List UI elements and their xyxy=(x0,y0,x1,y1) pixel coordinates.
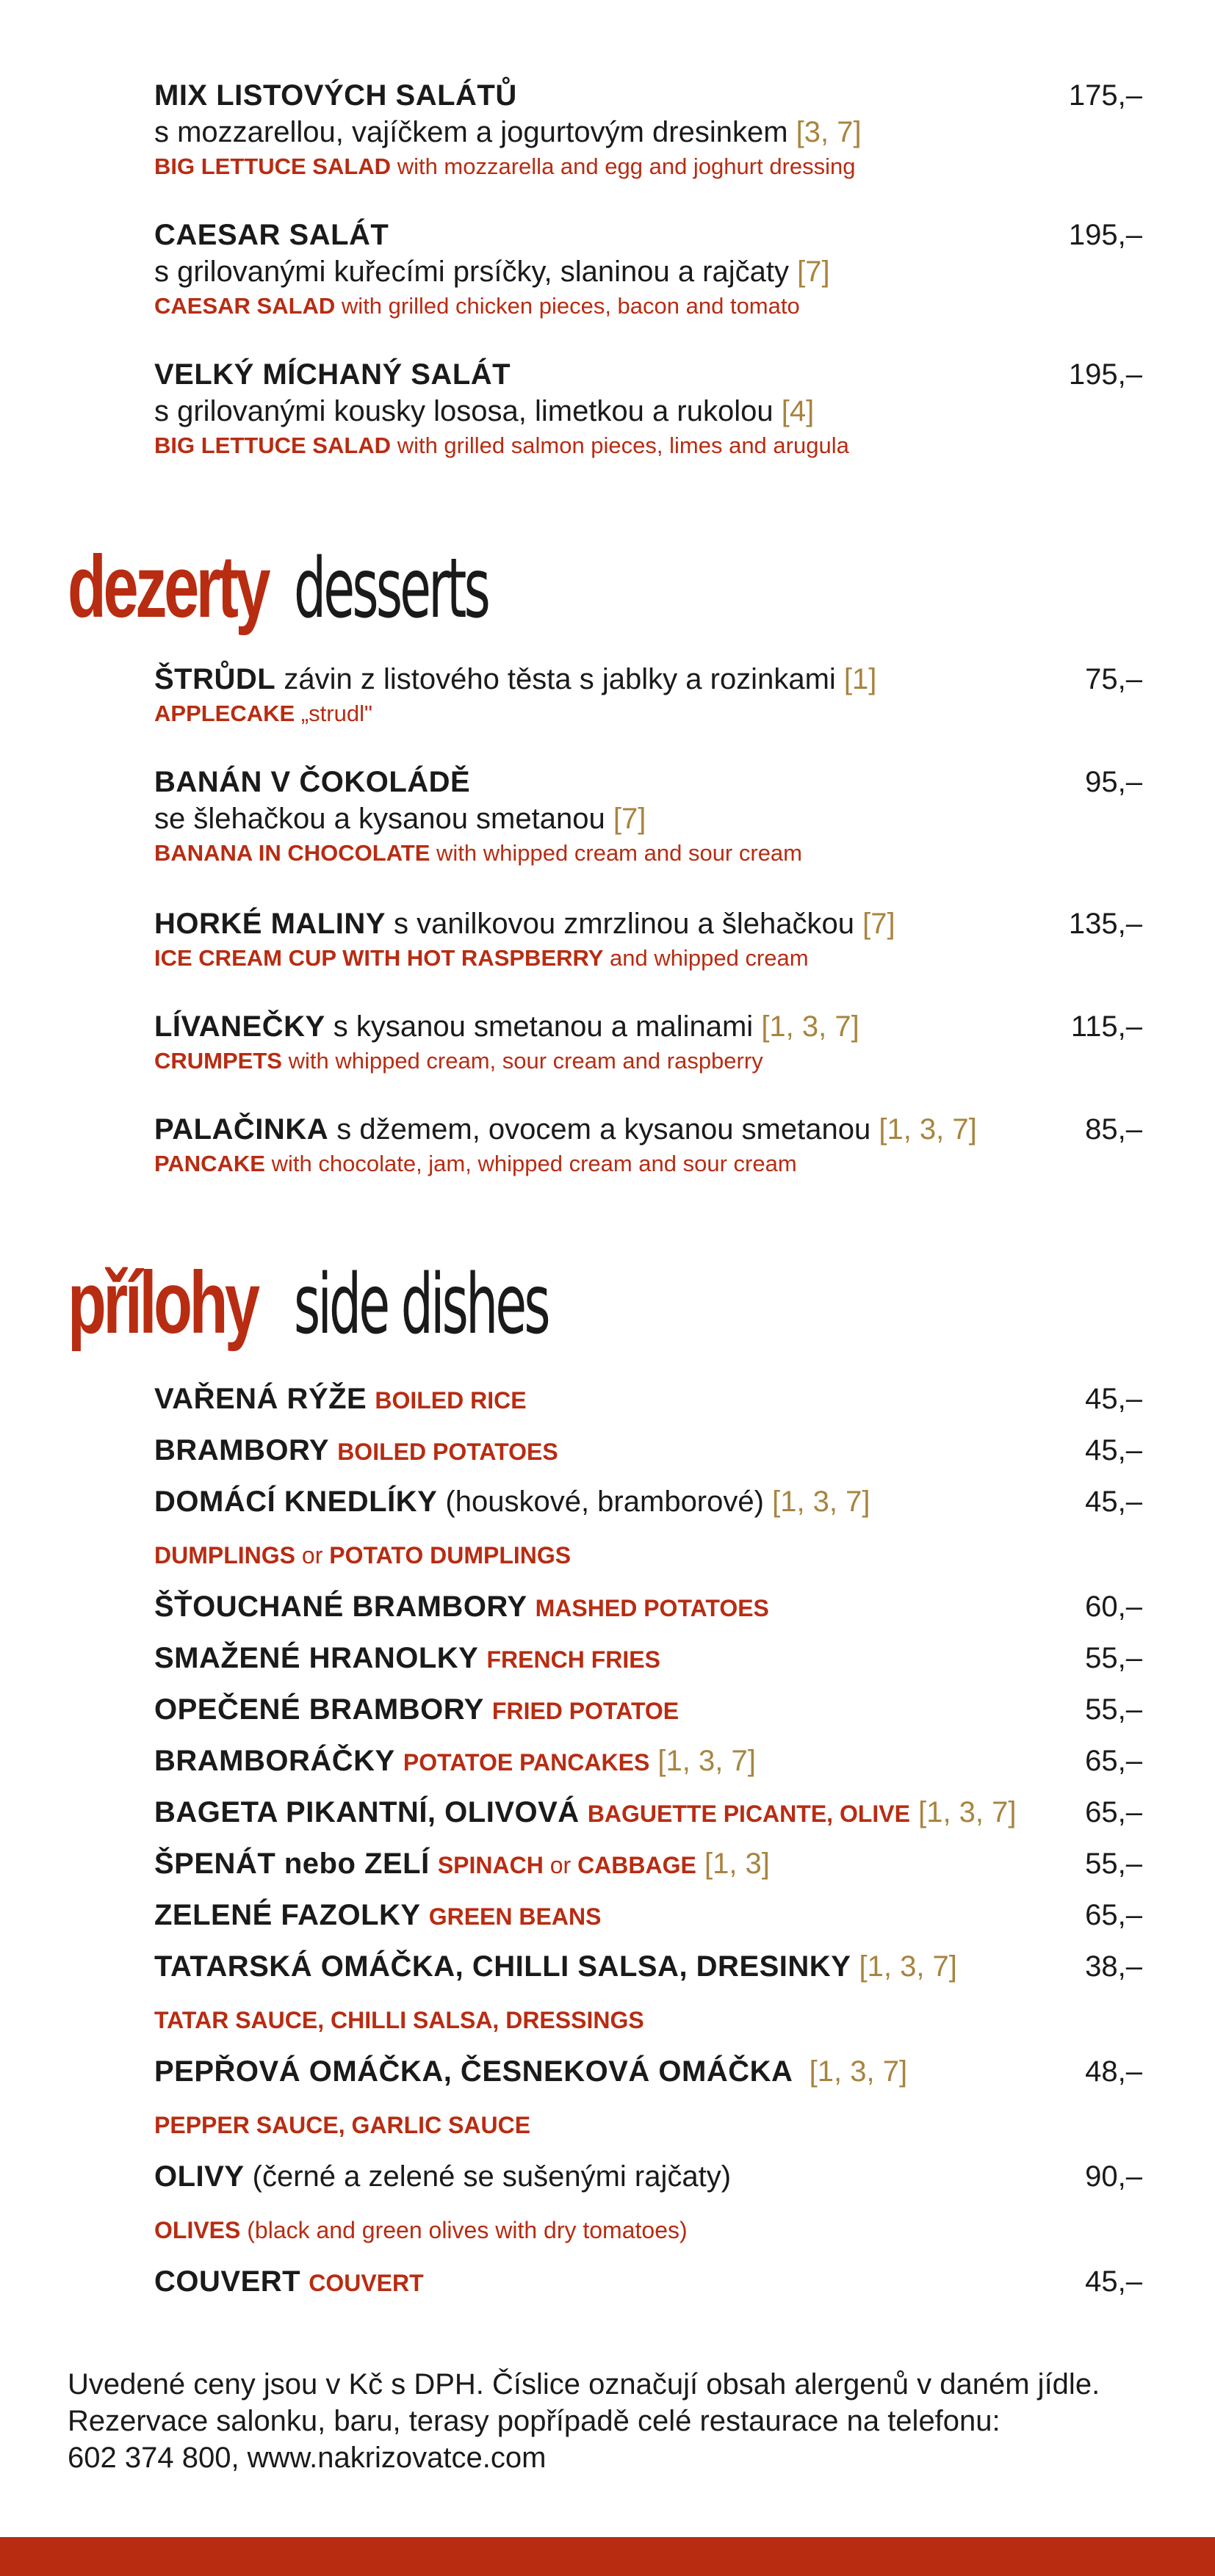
item-allergens: [1, 3] xyxy=(704,1848,770,1880)
section-heading-desserts xyxy=(68,536,607,646)
item-en-name: BIG LETTUCE SALAD xyxy=(154,433,392,458)
side-item-mashed xyxy=(154,1588,1142,1627)
item-allergens: [7] xyxy=(613,803,646,835)
item-en-name: BANANA IN CHOCOLATE xyxy=(154,840,430,866)
item-desc: závin z listového těsta s jablky a rozinkami xyxy=(284,663,836,695)
item-allergens: [1, 3, 7] xyxy=(761,1010,859,1043)
item-price: 55,– xyxy=(1085,1848,1142,1880)
menu-item-salad-mix xyxy=(154,77,1142,183)
menu-item-raspberry xyxy=(154,905,1142,974)
item-desc: se šlehačkou a kysanou smetanou xyxy=(154,803,605,835)
side-item-olives-en xyxy=(154,2214,688,2246)
item-desc: s grilovanými kousky lososa, limetkou a rukolou xyxy=(154,395,774,427)
item-name: VAŘENÁ RÝŽE xyxy=(154,1383,367,1415)
item-desc: s džemem, ovocem a kysanou smetanou xyxy=(336,1113,871,1146)
item-en-name: BIG LETTUCE SALAD xyxy=(154,153,392,179)
item-name: BANÁN V ČOKOLÁDĚ xyxy=(154,766,471,798)
item-allergens: [7] xyxy=(862,908,895,940)
item-name: DOMÁCÍ KNEDLÍKY xyxy=(154,1486,438,1518)
item-en-name: FRENCH FRIES xyxy=(486,1646,660,1673)
side-item-olives xyxy=(154,2158,1142,2195)
item-price: 90,– xyxy=(1085,2160,1142,2193)
item-en-name: PANCAKE xyxy=(154,1151,265,1176)
item-price: 55,– xyxy=(1085,1642,1142,1674)
side-item-sauces-en xyxy=(154,2004,644,2036)
item-en-desc: (black and green olives with dry tomatoes) xyxy=(247,2217,688,2243)
item-en-name: BOILED POTATOES xyxy=(337,1439,558,1465)
footer-line-contact: 602 374 800, www.nakrizovatce.com xyxy=(68,2442,547,2474)
item-price: 45,– xyxy=(1085,1434,1142,1466)
item-en-name: POTATOE PANCAKES xyxy=(403,1749,650,1776)
item-allergens: [3, 7] xyxy=(796,116,862,148)
heading-english: desserts xyxy=(294,541,488,637)
item-en-name: FRIED POTATOE xyxy=(491,1698,679,1724)
item-price: 45,– xyxy=(1085,1486,1142,1518)
item-name: OPEČENÉ BRAMBORY xyxy=(154,1693,484,1726)
item-name: MIX LISTOVÝCH SALÁTŮ xyxy=(154,79,517,112)
item-allergens: [1, 3, 7] xyxy=(859,1950,957,1983)
item-price: 65,– xyxy=(1085,1745,1142,1777)
item-desc: s kysanou smetanou a malinami xyxy=(333,1010,754,1043)
heading-english: side dishes xyxy=(294,1257,548,1353)
item-name: BAGETA PIKANTNÍ, OLIVOVÁ xyxy=(154,1796,580,1828)
item-price: 85,– xyxy=(1085,1113,1142,1146)
side-item-green-beans xyxy=(154,1897,1142,1935)
item-price: 195,– xyxy=(1068,219,1142,251)
side-item-fries xyxy=(154,1640,1142,1678)
item-name: BRAMBORÁČKY xyxy=(154,1745,395,1777)
item-allergens: [1] xyxy=(843,663,877,695)
side-item-pepper-sauce-en xyxy=(154,2109,530,2141)
side-item-fried-potatoes xyxy=(154,1691,1142,1729)
item-price: 65,– xyxy=(1085,1796,1142,1828)
item-name: PEPŘOVÁ OMÁČKA, ČESNEKOVÁ OMÁČKA xyxy=(154,2055,793,2088)
side-item-potatoes xyxy=(154,1432,1142,1470)
side-item-dumplings-en xyxy=(154,1539,571,1571)
item-en-name-alt: CABBAGE xyxy=(577,1852,696,1878)
item-en-name-alt: POTATO DUMPLINGS xyxy=(329,1542,572,1569)
item-en-name: CRUMPETS xyxy=(154,1048,282,1074)
item-name: ŠTRŮDL xyxy=(154,663,276,695)
item-en-name: CAESAR SALAD xyxy=(154,293,336,319)
item-allergens: [1, 3, 7] xyxy=(657,1745,756,1777)
section-heading-sides xyxy=(68,1252,704,1362)
item-en-name: GREEN BEANS xyxy=(428,1903,602,1930)
item-en-desc: with mozzarella and egg and joghurt dressing xyxy=(397,153,856,179)
item-allergens: [1, 3, 7] xyxy=(772,1486,870,1518)
bottom-accent-bar xyxy=(0,2537,1215,2576)
item-en-name: DUMPLINGS xyxy=(154,1542,295,1569)
item-price: 135,– xyxy=(1068,908,1142,940)
menu-item-caesar xyxy=(154,217,1142,322)
footer-note xyxy=(68,2366,1155,2476)
heading-czech: přílohy xyxy=(68,1253,257,1352)
item-price: 95,– xyxy=(1085,766,1142,798)
item-en-name: ICE CREAM CUP WITH HOT RASPBERRY xyxy=(154,945,604,971)
side-item-spinach xyxy=(154,1845,1142,1884)
item-en-desc: with whipped cream, sour cream and raspberry xyxy=(288,1048,763,1074)
footer-line-prices: Uvedené ceny jsou v Kč s DPH. Číslice označují obsah alergenů v daném jídle. xyxy=(68,2368,1100,2400)
item-en-desc: with grilled chicken pieces, bacon and tomato xyxy=(341,293,800,319)
item-name: LÍVANEČKY xyxy=(154,1010,325,1043)
item-en-or: or xyxy=(549,1852,572,1878)
side-item-rice xyxy=(154,1381,1142,1419)
menu-item-strudl xyxy=(154,661,1142,730)
item-price: 65,– xyxy=(1085,1899,1142,1931)
item-en-name: COUVERT xyxy=(309,2270,424,2296)
menu-item-banana xyxy=(154,764,1142,869)
item-name: CAESAR SALÁT xyxy=(154,219,389,251)
item-name: TATARSKÁ OMÁČKA, CHILLI SALSA, DRESINKY xyxy=(154,1950,851,1983)
side-item-sauces xyxy=(154,1948,1142,1985)
item-en-desc: „strudl" xyxy=(300,701,372,726)
item-price: 175,– xyxy=(1068,79,1142,112)
menu-item-big-salad xyxy=(154,356,1142,462)
heading-czech: dezerty xyxy=(68,538,268,636)
item-en-name: BOILED RICE xyxy=(375,1387,527,1414)
item-price: 75,– xyxy=(1085,663,1142,695)
item-en-name: PEPPER SAUCE, GARLIC SAUCE xyxy=(154,2112,531,2138)
item-price: 195,– xyxy=(1068,358,1142,391)
item-name: ZELENÉ FAZOLKY xyxy=(154,1899,421,1931)
item-desc: (houskové, bramborové) xyxy=(445,1486,764,1518)
item-en-name: TATAR SAUCE, CHILLI SALSA, DRESSINGS xyxy=(154,2007,644,2033)
item-desc: s grilovanými kuřecími prsíčky, slaninou a rajčaty xyxy=(154,256,789,288)
item-price: 45,– xyxy=(1085,1383,1142,1415)
item-name: HORKÉ MALINY xyxy=(154,908,386,940)
item-allergens: [4] xyxy=(781,395,815,427)
item-en-desc: with grilled salmon pieces, limes and arugula xyxy=(397,433,849,458)
item-desc: (černé a zelené se sušenými rajčaty) xyxy=(252,2160,732,2193)
item-en-name: OLIVES xyxy=(154,2217,241,2243)
item-allergens: [1, 3, 7] xyxy=(809,2055,908,2088)
item-allergens: [1, 3, 7] xyxy=(879,1113,977,1146)
item-name: COUVERT xyxy=(154,2265,301,2298)
item-name: VELKÝ MÍCHANÝ SALÁT xyxy=(154,358,511,391)
item-desc: s mozzarellou, vajíčkem a jogurtovým dresinkem xyxy=(154,116,788,148)
item-name: SMAŽENÉ HRANOLKY xyxy=(154,1642,479,1674)
item-price: 45,– xyxy=(1085,2265,1142,2298)
side-item-dumplings xyxy=(154,1483,1142,1520)
item-en-or: or xyxy=(301,1542,323,1569)
item-price: 38,– xyxy=(1085,1950,1142,1983)
item-en-name: MASHED POTATOES xyxy=(535,1595,769,1621)
item-price: 60,– xyxy=(1085,1591,1142,1623)
item-en-name: SPINACH xyxy=(437,1852,544,1878)
item-en-name: APPLECAKE xyxy=(154,701,295,726)
item-allergens: [7] xyxy=(797,256,830,288)
item-name: BRAMBORY xyxy=(154,1434,330,1466)
menu-item-crumpets xyxy=(154,1008,1142,1077)
item-name: ŠPENÁT nebo ZELÍ xyxy=(154,1848,430,1880)
item-name: OLIVY xyxy=(154,2160,245,2193)
side-item-potato-pancakes xyxy=(154,1743,1142,1781)
menu-item-pancake xyxy=(154,1111,1142,1180)
item-name: PALAČINKA xyxy=(154,1113,329,1146)
side-item-baguette xyxy=(154,1794,1142,1832)
item-en-desc: with chocolate, jam, whipped cream and sour cream xyxy=(271,1151,797,1176)
item-en-name: BAGUETTE PICANTE, OLIVE xyxy=(587,1801,910,1827)
side-item-pepper-sauce xyxy=(154,2053,1142,2090)
footer-line-reservation: Rezervace salonku, baru, terasy popřípadě celé restaurace na telefonu: xyxy=(68,2405,1001,2437)
item-price: 48,– xyxy=(1085,2055,1142,2088)
item-allergens: [1, 3, 7] xyxy=(918,1796,1017,1828)
item-en-desc: with whipped cream and sour cream xyxy=(436,840,802,866)
item-price: 55,– xyxy=(1085,1693,1142,1726)
side-item-couvert xyxy=(154,2263,1142,2301)
item-en-desc: and whipped cream xyxy=(610,945,809,971)
item-name: ŠŤOUCHANÉ BRAMBORY xyxy=(154,1591,527,1623)
item-desc: s vanilkovou zmrzlinou a šlehačkou xyxy=(394,908,854,940)
item-price: 115,– xyxy=(1070,1010,1142,1043)
